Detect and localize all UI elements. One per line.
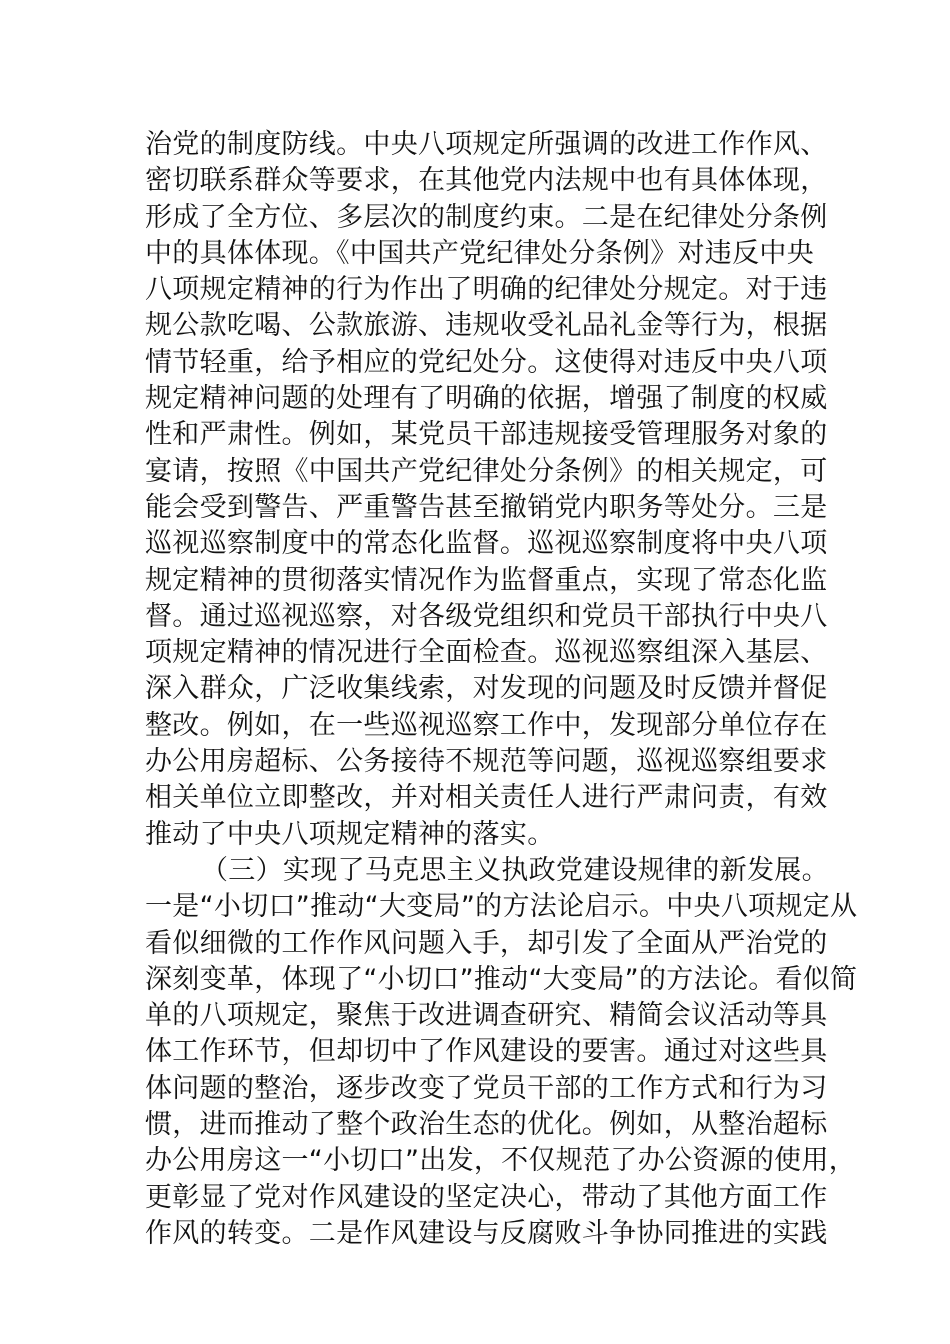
text-line: 督。通过巡视巡察，对各级党组织和党员干部执行中央八 <box>145 600 828 632</box>
text-line: 整改。例如，在一些巡视巡察工作中，发现部分单位存在 <box>145 709 828 741</box>
text-line: 深刻变革，体现了“小切口”推动“大变局”的方法论。看似简 <box>145 963 858 995</box>
text-line: 推动了中央八项规定精神的落实。 <box>145 818 555 850</box>
text-line: 体工作环节，但却切中了作风建设的要害。通过对这些具 <box>145 1036 828 1068</box>
text-line: 规公款吃喝、公款旅游、违规收受礼品礼金等行为，根据 <box>145 310 828 342</box>
text-line: 作风的转变。二是作风建设与反腐败斗争协同推进的实践 <box>145 1217 828 1249</box>
text-line: 更彰显了党对作风建设的坚定决心，带动了其他方面工作 <box>145 1181 828 1213</box>
text-line: 能会受到警告、严重警告甚至撤销党内职务等处分。三是 <box>145 491 828 523</box>
text-line: 形成了全方位、多层次的制度约束。二是在纪律处分条例 <box>145 201 828 233</box>
text-line: 治党的制度防线。中央八项规定所强调的改进工作作风、 <box>145 129 828 160</box>
text-line: 性和严肃性。例如，某党员干部违规接受管理服务对象的 <box>145 419 828 451</box>
text-line: 密切联系群众等要求，在其他党内法规中也有具体体现， <box>145 165 828 197</box>
text-line: 宴请，按照《中国共产党纪律处分条例》的相关规定，可 <box>145 455 828 487</box>
text-line: 八项规定精神的行为作出了明确的纪律处分规定。对于违 <box>145 274 828 306</box>
text-line: 单的八项规定，聚焦于改进调查研究、精简会议活动等具 <box>145 1000 828 1032</box>
text-line: 看似细微的工作作风问题入手，却引发了全面从严治党的 <box>145 927 828 959</box>
text-line: 中的具体体现。《中国共产党纪律处分条例》对违反中央 <box>145 237 814 269</box>
text-line: 办公用房超标、公务接待不规范等问题，巡视巡察组要求 <box>145 746 828 778</box>
document-body <box>145 127 858 1252</box>
text-line: 项规定精神的情况进行全面检查。巡视巡察组深入基层、 <box>145 637 828 669</box>
text-line: 情节轻重，给予相应的党纪处分。这使得对违反中央八项 <box>145 346 828 378</box>
text-line: 一是“小切口”推动“大变局”的方法论启示。中央八项规定从 <box>145 891 858 923</box>
text-line: 深入群众，广泛收集线索，对发现的问题及时反馈并督促 <box>145 673 828 705</box>
text-line: 相关单位立即整改，并对相关责任人进行严肃问责，有效 <box>145 782 828 814</box>
text-line: 巡视巡察制度中的常态化监督。巡视巡察制度将中央八项 <box>145 528 828 560</box>
text-line: 办公用房这一“小切口”出发，不仅规范了办公资源的使用， <box>145 1145 857 1177</box>
section-heading: （三）实现了马克思主义执政党建设规律的新发展。 <box>201 854 829 886</box>
text-line: 规定精神问题的处理有了明确的依据，增强了制度的权威 <box>145 383 828 415</box>
text-line: 规定精神的贯彻落实情况作为监督重点，实现了常态化监 <box>145 564 828 596</box>
text-line: 惯，进而推动了整个政治生态的优化。例如，从整治超标 <box>145 1109 828 1141</box>
text-line: 体问题的整治，逐步改变了党员干部的工作方式和行为习 <box>145 1072 828 1104</box>
